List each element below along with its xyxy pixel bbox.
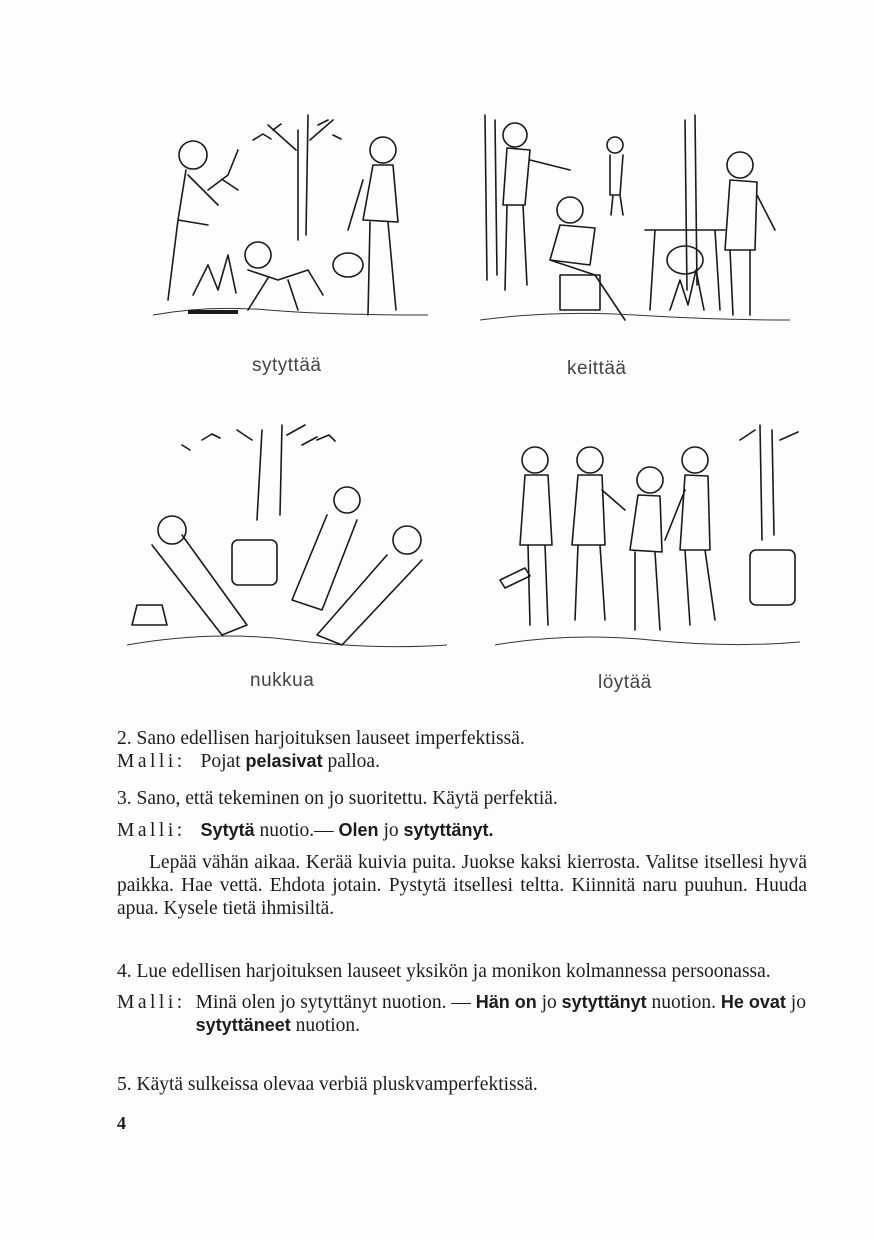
ex-b4: sytyttäneet	[195, 1015, 291, 1035]
ex-a: Minä olen jo sytyttänyt nuotion. —	[195, 992, 471, 1013]
exercise-5	[117, 1073, 807, 1096]
illustration-keittaa	[475, 110, 795, 335]
ex-b3: He ovat	[720, 992, 786, 1012]
exercise-4-instruction: 4. Lue edellisen harjoituksen lauseet yksikön ja monikon kolmannessa persoonassa.	[117, 961, 771, 982]
exercise-3-instruction: 3. Sano, että tekeminen on jo suoritettu. Käytä perfektiä.	[117, 788, 558, 809]
exercise-3	[117, 787, 807, 920]
exercise-4-example-body	[196, 991, 807, 1037]
exercise-2-instruction: 2. Sano edellisen harjoituksen lauseet imperfektissä.	[117, 728, 525, 749]
caption-sytyttaa: sytyttää	[252, 355, 322, 376]
exercise-2	[117, 727, 807, 773]
example-mid: nuotio.—	[259, 820, 334, 841]
ex-f: nuotion.	[295, 1015, 361, 1036]
example-bold: pelasivat	[245, 751, 323, 771]
illustration-loytaa	[490, 420, 805, 660]
exercise-4	[117, 960, 807, 1037]
malli-label: Malli:	[117, 992, 186, 1013]
exercise-4-example	[117, 991, 807, 1037]
ex-e: jo	[790, 992, 806, 1013]
malli-label: Malli:	[117, 751, 186, 772]
exercise-3-example	[117, 819, 807, 842]
children-finding-way-illustration	[490, 420, 805, 660]
exercise-3-paragraph: Lepää vähän aikaa. Kerää kuivia puita. Juokse kaksi kierrosta. Valitse itsellesi hyvä paikka. Hae vettä. Ehdota jotain. Pystytä itsellesi teltta. Kiinnitä naru puuhun. Huuda apua. Kysele tietä ihmisiltä.	[117, 852, 807, 919]
example-bold-2: Olen	[338, 820, 379, 840]
ex-d: nuotion.	[651, 992, 716, 1013]
example-end: palloa.	[327, 751, 380, 772]
exercise-5-instruction: 5. Käytä sulkeissa olevaa verbiä pluskvamperfektissä.	[117, 1074, 538, 1095]
caption-nukkua: nukkua	[250, 670, 315, 691]
exercise-2-example	[117, 750, 807, 773]
example-bold-1: Sytytä	[200, 820, 255, 840]
ex-c: jo	[541, 992, 557, 1013]
caption-loytaa: löytää	[598, 672, 652, 693]
example-plain: Pojat	[200, 751, 241, 772]
example-mid-2: jo	[383, 820, 399, 841]
malli-label: Malli:	[117, 820, 186, 841]
ex-b2: sytyttänyt	[561, 992, 647, 1012]
sleeping-bags-illustration	[122, 420, 452, 660]
illustration-nukkua	[122, 420, 452, 660]
page-number: 4	[117, 1113, 126, 1133]
illustration-sytyttaa	[148, 110, 438, 335]
example-bold-3: sytyttänyt.	[403, 820, 494, 840]
cooking-over-fire-illustration	[475, 110, 795, 335]
caption-keittaa: keittää	[567, 358, 627, 379]
ex-b1: Hän on	[475, 992, 537, 1012]
campfire-lighting-illustration	[148, 110, 438, 335]
